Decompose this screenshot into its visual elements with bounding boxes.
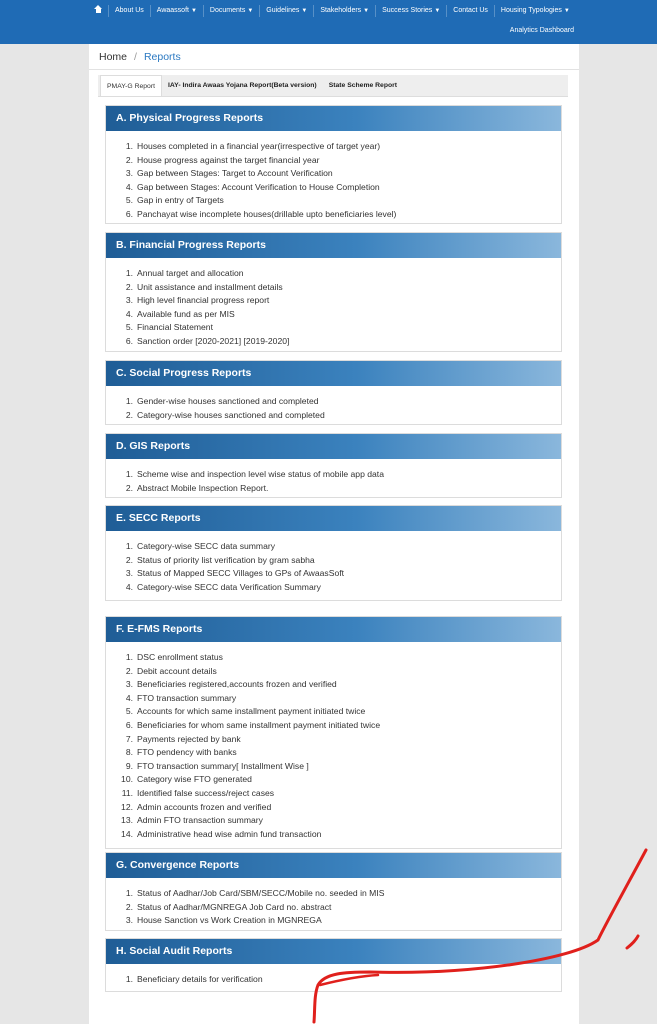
report-link[interactable]: Financial Statement xyxy=(137,322,213,333)
report-link[interactable]: Abstract Mobile Inspection Report. xyxy=(137,482,269,493)
section-social-progress xyxy=(105,360,562,425)
report-link[interactable]: Payments rejected by bank xyxy=(137,733,241,744)
list-item: 2. Category-wise houses sanctioned and completed xyxy=(125,409,325,420)
list-item: 3. High level financial progress report xyxy=(125,295,270,306)
list-item: 1. DSC enrollment status xyxy=(125,652,223,662)
list-item: 3. Gap between Stages: Target to Account Verification xyxy=(125,168,333,179)
section-header: D. GIS Reports xyxy=(106,434,561,459)
nav-analytics-dashboard[interactable]: Analytics Dashboard xyxy=(509,27,574,34)
nav-awaassoft[interactable]: Awaassoft ▼ xyxy=(150,5,203,17)
report-link[interactable]: Scheme wise and inspection level wise status of mobile app data xyxy=(137,469,384,479)
section-header: H. Social Audit Reports xyxy=(106,939,561,964)
nav-home[interactable] xyxy=(88,5,108,18)
report-link[interactable]: High level financial progress report xyxy=(137,295,270,306)
section-convergence xyxy=(105,852,562,931)
section-header: C. Social Progress Reports xyxy=(106,361,561,386)
breadcrumb-home-link[interactable]: Home xyxy=(99,50,128,63)
list-item: 1. Beneficiary details for verification xyxy=(125,974,263,984)
tab-pmay-g-report[interactable]: PMAY-G Report xyxy=(100,75,162,96)
section-social-audit xyxy=(105,938,562,992)
report-link[interactable]: Category wise FTO generated xyxy=(137,774,252,785)
report-link[interactable]: Beneficiaries registered,accounts frozen and verified xyxy=(137,679,337,690)
nav-housing-typologies[interactable]: Housing Typologies ▼ xyxy=(494,5,576,17)
report-link[interactable]: Beneficiaries for whom same installment payment initiated twice xyxy=(137,719,381,730)
report-link[interactable]: House Sanction vs Work Creation in MGNREGA xyxy=(137,915,322,926)
report-link[interactable]: Panchayat wise incomplete houses(drillable upto beneficiaries level) xyxy=(137,208,397,219)
list-item: 5. Accounts for which same installment payment initiated twice xyxy=(125,706,366,717)
list-item: 4. FTO transaction summary xyxy=(125,692,237,703)
list-item: 4. Gap between Stages: Account Verification to House Completion xyxy=(125,181,380,192)
report-link[interactable]: FTO transaction summary[ Installment Wise ] xyxy=(137,760,309,771)
report-link[interactable]: Gap in entry of Targets xyxy=(137,195,224,206)
section-header: A. Physical Progress Reports xyxy=(106,106,561,131)
report-link[interactable]: Category-wise SECC data summary xyxy=(137,541,276,551)
top-navigation-bar xyxy=(0,0,657,44)
nav-menu xyxy=(88,5,576,17)
caret-down-icon: ▼ xyxy=(190,8,197,14)
caret-down-icon: ▼ xyxy=(363,8,370,14)
report-link[interactable]: House progress against the target financial year xyxy=(137,154,320,165)
list-item: 2. Unit assistance and installment details xyxy=(125,281,283,292)
list-item: 2. Abstract Mobile Inspection Report. xyxy=(125,482,269,493)
list-item: 4. Available fund as per MIS xyxy=(125,308,235,319)
breadcrumb-current: Reports xyxy=(143,50,181,63)
report-link[interactable]: Status of Aadhar/MGNREGA Job Card no. abstract xyxy=(137,901,332,912)
list-item: 13. Admin FTO transaction summary xyxy=(121,815,263,826)
list-item: 8. FTO pendency with banks xyxy=(125,747,237,758)
list-item: 4. Category-wise SECC data Verification Summary xyxy=(125,581,321,592)
list-item: 10. Category wise FTO generated xyxy=(121,774,252,785)
nav-about-us[interactable]: About Us xyxy=(108,5,150,17)
breadcrumb xyxy=(89,44,579,70)
report-link[interactable]: Status of priority list verification by gram sabha xyxy=(137,554,315,565)
list-item: 1. Houses completed in a financial year(irrespective of target year) xyxy=(125,141,381,151)
nav-guidelines[interactable]: Guidelines ▼ xyxy=(259,5,313,17)
list-item: 14. Administrative head wise admin fund transaction xyxy=(121,828,322,839)
list-item: 6. Beneficiaries for whom same installment payment initiated twice xyxy=(125,719,381,730)
tab-iay-report[interactable]: IAY- Indira Awaas Yojana Report(Beta version) xyxy=(167,82,317,89)
report-link[interactable]: Unit assistance and installment details xyxy=(137,281,283,292)
report-link[interactable]: Status of Aadhar/Job Card/SBM/SECC/Mobile no. seeded in MIS xyxy=(137,888,385,898)
list-item: 3. Beneficiaries registered,accounts frozen and verified xyxy=(125,679,337,690)
report-link[interactable]: Sanction order [2020-2021] [2019-2020] xyxy=(137,335,290,346)
report-link[interactable]: Annual target and allocation xyxy=(137,268,244,278)
annotation-stroke xyxy=(627,936,638,948)
list-item: 1. Gender-wise houses sanctioned and completed xyxy=(125,396,319,406)
nav-contact-us[interactable]: Contact Us xyxy=(446,5,494,17)
list-item: 2. House progress against the target financial year xyxy=(125,154,320,165)
report-link[interactable]: Category-wise SECC data Verification Summary xyxy=(137,581,321,592)
report-link[interactable]: Admin FTO transaction summary xyxy=(137,815,263,826)
nav-success-stories[interactable]: Success Stories ▼ xyxy=(375,5,446,17)
section-physical-progress xyxy=(105,105,562,224)
breadcrumb-separator: / xyxy=(134,50,137,63)
main-content xyxy=(89,44,579,1024)
report-link[interactable]: Beneficiary details for verification xyxy=(137,974,263,984)
report-tabs xyxy=(98,75,568,97)
tab-state-scheme-report[interactable]: State Scheme Report xyxy=(328,82,398,89)
caret-down-icon: ▼ xyxy=(301,8,308,14)
list-item: 5. Financial Statement xyxy=(125,322,213,333)
report-link[interactable]: Administrative head wise admin fund transaction xyxy=(137,828,322,839)
section-header: E. SECC Reports xyxy=(106,506,561,531)
caret-down-icon: ▼ xyxy=(434,8,441,14)
caret-down-icon: ▼ xyxy=(563,8,570,14)
list-item: 9. FTO transaction summary[ Installment Wise ] xyxy=(125,760,309,771)
report-link[interactable]: Available fund as per MIS xyxy=(137,308,235,319)
report-link[interactable]: Debit account details xyxy=(137,665,217,676)
section-gis xyxy=(105,433,562,498)
report-link[interactable]: Identified false success/reject cases xyxy=(137,787,275,798)
list-item: 5. Gap in entry of Targets xyxy=(125,195,224,206)
report-link[interactable]: Gap between Stages: Account Verification to House Completion xyxy=(137,181,380,192)
section-header: G. Convergence Reports xyxy=(106,853,561,878)
home-icon xyxy=(94,5,102,13)
report-link[interactable]: Gap between Stages: Target to Account Verification xyxy=(137,168,333,179)
section-e-fms xyxy=(105,616,562,849)
report-link[interactable]: Accounts for which same installment payment initiated twice xyxy=(137,706,366,717)
report-link[interactable]: Gender-wise houses sanctioned and completed xyxy=(137,396,319,406)
list-item: 3. Status of Mapped SECC Villages to GPs of AwaasSoft xyxy=(125,568,345,579)
report-link[interactable]: FTO pendency with banks xyxy=(137,747,237,758)
list-item: 1. Status of Aadhar/Job Card/SBM/SECC/Mobile no. seeded in MIS xyxy=(125,888,385,898)
list-item: 1. Annual target and allocation xyxy=(125,268,244,278)
list-item: 7. Payments rejected by bank xyxy=(125,733,241,744)
nav-documents[interactable]: Documents ▼ xyxy=(203,5,259,17)
report-link[interactable]: FTO transaction summary xyxy=(137,692,237,703)
report-link[interactable]: Admin accounts frozen and verified xyxy=(137,801,272,812)
report-link[interactable]: Category-wise houses sanctioned and completed xyxy=(137,409,325,420)
section-header: B. Financial Progress Reports xyxy=(106,233,561,258)
report-link[interactable]: Houses completed in a financial year(irrespective of target year) xyxy=(137,141,381,151)
section-secc xyxy=(105,505,562,601)
nav-stakeholders[interactable]: Stakeholders ▼ xyxy=(313,5,375,17)
list-item: 6. Panchayat wise incomplete houses(drillable upto beneficiaries level) xyxy=(125,208,397,219)
caret-down-icon: ▼ xyxy=(247,8,254,14)
list-item: 2. Debit account details xyxy=(125,665,217,676)
list-item: 1. Category-wise SECC data summary xyxy=(125,541,276,551)
report-link[interactable]: Status of Mapped SECC Villages to GPs of AwaasSoft xyxy=(137,568,345,579)
section-header: F. E-FMS Reports xyxy=(106,617,561,642)
list-item: 1. Scheme wise and inspection level wise status of mobile app data xyxy=(125,469,384,479)
section-financial-progress xyxy=(105,232,562,352)
list-item: 2. Status of priority list verification by gram sabha xyxy=(125,554,315,565)
list-item: 12. Admin accounts frozen and verified xyxy=(121,801,272,812)
list-item: 6. Sanction order [2020-2021] [2019-2020] xyxy=(125,335,290,346)
list-item: 11. Identified false success/reject cases xyxy=(121,787,275,798)
report-link[interactable]: DSC enrollment status xyxy=(137,652,223,662)
list-item: 3. House Sanction vs Work Creation in MGNREGA xyxy=(125,915,322,926)
list-item: 2. Status of Aadhar/MGNREGA Job Card no. abstract xyxy=(125,901,332,912)
